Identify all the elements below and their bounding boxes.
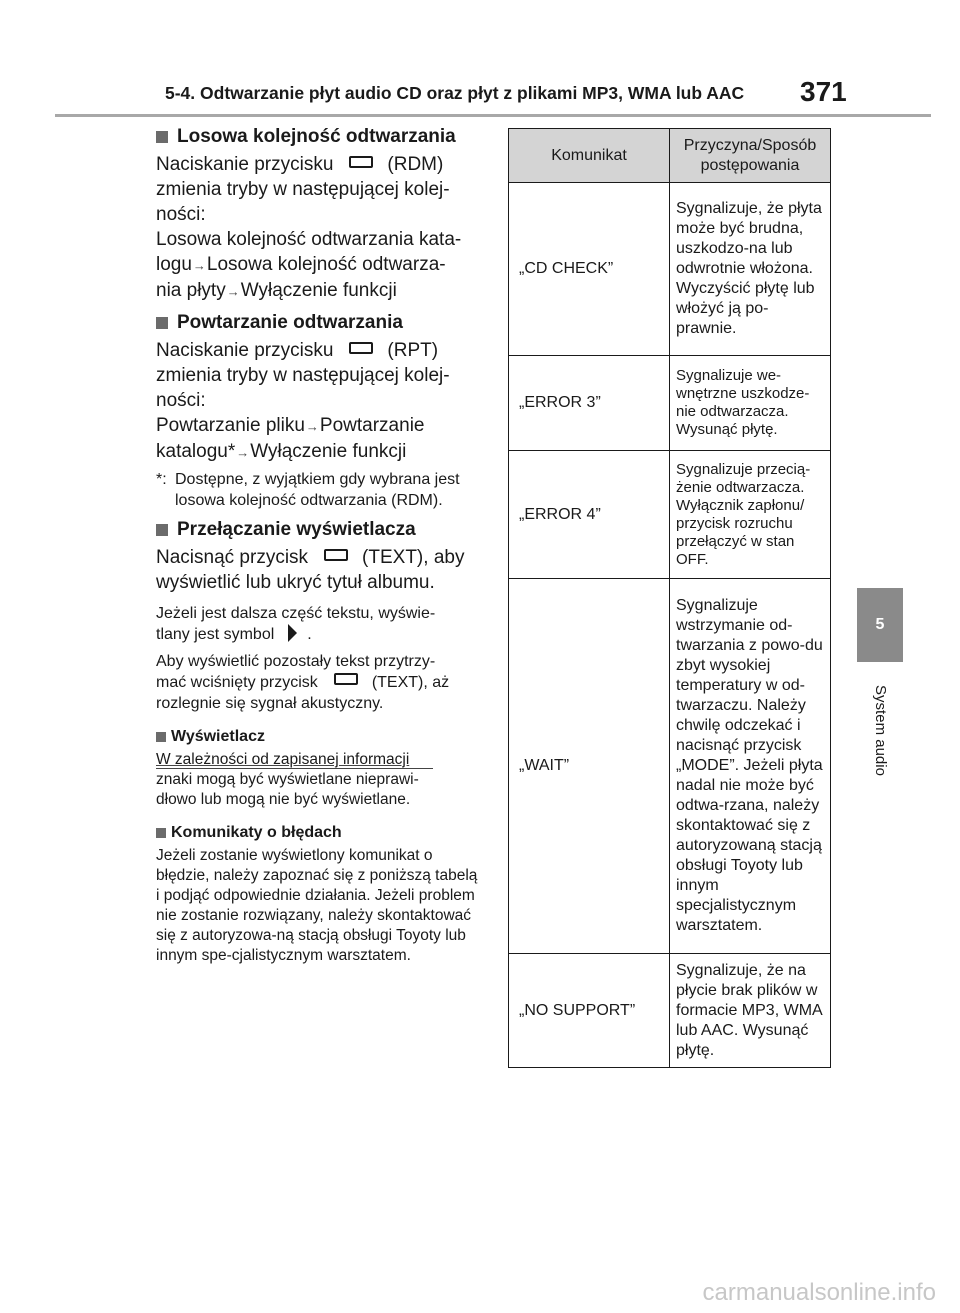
page-number: 371 bbox=[800, 76, 847, 107]
arrow-right-icon: → bbox=[305, 419, 319, 434]
table-row bbox=[509, 451, 831, 579]
error-note-body: Jeżeli zostanie wyświetlony komunikat o błędzie, należy zapoznać się z poniższą tabelą i podjąć odpowiednie działania. Jeżeli problem nie zostanie rozwiązany, należy skontaktować się z autoryzowa-ną stacją obsługi Toyoty lub innym spe-cjalistycznym warsztatem. bbox=[156, 847, 478, 964]
left-column bbox=[156, 120, 486, 966]
section-title: 5-4. Odtwarzanie płyt audio CD oraz płyt z plikami MP3, WMA lub AAC bbox=[165, 83, 745, 103]
more-text-arrow-icon bbox=[288, 624, 297, 642]
table-cell-message: „CD CHECK” bbox=[509, 183, 670, 356]
table-cell-message: „WAIT” bbox=[509, 579, 670, 954]
square-bullet-icon bbox=[156, 317, 168, 329]
chapter-tab: 5 bbox=[857, 588, 903, 662]
table-cell-message: „NO SUPPORT” bbox=[509, 954, 670, 1068]
button-glyph-icon bbox=[324, 549, 348, 561]
heading-random: Losowa kolejność odtwarzania bbox=[156, 126, 486, 148]
table-row bbox=[509, 579, 831, 954]
table-cell-cause: Sygnalizuje, że na płycie brak plików w formacie MP3, WMA lub AAC. Wysunąć płytę. bbox=[670, 954, 831, 1068]
display-switch-notes: Jeżeli jest dalsza część tekstu, wyświe- tlany jest symbol . Aby wyświetlić pozostały tekst przytrzy- mać wciśnięty przycisk (TEXT), aż rozlegnie się sygnał akustyczny. bbox=[156, 605, 450, 712]
display-note-body: W zależności od zapisanej informacji znaki mogą być wyświetlane nieprawi- dłowo lub mogą nie być wyświetlane. bbox=[156, 750, 486, 810]
heading-repeat: Powtarzanie odtwarzania bbox=[156, 312, 486, 334]
table-cell-cause: Sygnalizuje wstrzymanie od-twarzania z powo-du zbyt wysokiej temperatury w od-twarzaczu. Należy chwilę odczekać i nacisnąć przycisk „MODE”. Jeżeli płyta nadal nie może być odtwa-rzana, należy skontaktować się z autoryzowaną stacją obsługi Toyoty lub innym specjalistycznym warsztatem. bbox=[670, 579, 831, 954]
square-bullet-icon bbox=[156, 828, 166, 838]
table-header-message: Komunikat bbox=[509, 129, 670, 183]
heading-display-note: Wyświetlacz bbox=[156, 728, 486, 746]
square-bullet-icon bbox=[156, 131, 168, 143]
error-message-table bbox=[508, 128, 831, 1068]
header-rule bbox=[55, 114, 931, 117]
arrow-right-icon: → bbox=[192, 258, 206, 273]
display-switch-body: Nacisnąć przycisk (TEXT), aby wyświetlić lub ukryć tytuł albumu. bbox=[156, 547, 465, 593]
watermark: carmanualsonline.info bbox=[702, 1279, 936, 1306]
button-glyph-icon bbox=[334, 673, 358, 685]
table-row bbox=[509, 954, 831, 1068]
table-cell-message: „ERROR 4” bbox=[509, 451, 670, 579]
square-bullet-icon bbox=[156, 524, 168, 536]
heading-display-switch: Przełączanie wyświetlacza bbox=[156, 519, 486, 541]
square-bullet-icon bbox=[156, 732, 166, 742]
arrow-right-icon: → bbox=[236, 445, 250, 460]
table-row bbox=[509, 356, 831, 451]
button-glyph-icon bbox=[349, 342, 373, 354]
repeat-footnote: *: Dostępne, z wyjątkiem gdy wybrana jest losowa kolejność odtwarzania (RDM). bbox=[156, 471, 460, 509]
random-body: Naciskanie przycisku (RDM) zmienia tryby w następującej kolej- ności: Losowa kolejność odtwarzania kata- logu→Losowa kolejność odtwarza- nia płyty→Wyłączenie funkcji bbox=[156, 154, 462, 301]
button-glyph-icon bbox=[349, 156, 373, 168]
table-cell-message: „ERROR 3” bbox=[509, 356, 670, 451]
repeat-body: Naciskanie przycisku (RPT) zmienia tryby w następującej kolej- ności: Powtarzanie pliku→Powtarzanie katalogu*→Wyłączenie funkcji bbox=[156, 340, 450, 462]
table-row bbox=[509, 183, 831, 356]
table-header-row bbox=[509, 129, 831, 183]
table-header-cause: Przyczyna/Sposób postępowania bbox=[670, 129, 831, 183]
chapter-label: System audio bbox=[871, 684, 889, 776]
arrow-right-icon: → bbox=[226, 284, 240, 299]
table-cell-cause: Sygnalizuje, że płyta może być brudna, uszkodzo-na lub odwrotnie włożona. Wyczyścić płytę lub włożyć ją po-prawnie. bbox=[670, 183, 831, 356]
table-cell-cause: Sygnalizuje przecią-żenie odtwarzacza. Wyłącznik zapłonu/ przycisk rozruchu przełączyć w stan OFF. bbox=[670, 451, 831, 579]
heading-error-messages: Komunikaty o błędach bbox=[156, 824, 486, 842]
table-cell-cause: Sygnalizuje we-wnętrzne uszkodze-nie odtwarzacza. Wysunąć płytę. bbox=[670, 356, 831, 451]
